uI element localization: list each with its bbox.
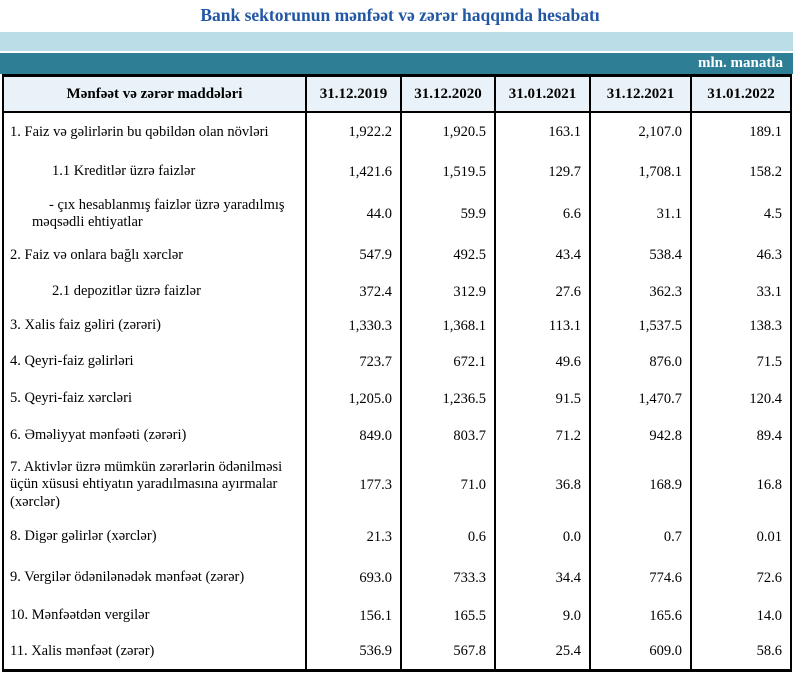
cell-value: 1,470.7 xyxy=(590,381,691,417)
cell-value: 1,330.3 xyxy=(306,309,401,343)
cell-value: 177.3 xyxy=(306,455,401,515)
table-row xyxy=(3,236,791,275)
table-row xyxy=(3,515,791,559)
row-label: 1. Faiz və gəlirlərin bu qəbildən olan növləri xyxy=(3,112,306,152)
cell-value: 0.01 xyxy=(691,515,791,559)
cell-value: 71.5 xyxy=(691,343,791,381)
table-row xyxy=(3,309,791,343)
cell-value: 672.1 xyxy=(401,343,495,381)
cell-value: 138.3 xyxy=(691,309,791,343)
cell-value: 168.9 xyxy=(590,455,691,515)
cell-value: 14.0 xyxy=(691,597,791,635)
row-label: 4. Qeyri-faiz gəlirləri xyxy=(3,343,306,381)
decorative-band-light xyxy=(0,32,793,51)
cell-value: 120.4 xyxy=(691,381,791,417)
cell-value: 33.1 xyxy=(691,275,791,309)
unit-label: mln. manatla xyxy=(697,55,783,71)
column-header-items: Mənfəət və zərər maddələri xyxy=(3,76,306,113)
cell-value: 1,708.1 xyxy=(590,152,691,192)
cell-value: 71.0 xyxy=(401,455,495,515)
cell-value: 72.6 xyxy=(691,559,791,597)
cell-value: 156.1 xyxy=(306,597,401,635)
table-row xyxy=(3,192,791,236)
cell-value: 25.4 xyxy=(495,635,590,670)
cell-value: 6.6 xyxy=(495,192,590,236)
column-header-date-4: 31.12.2021 xyxy=(590,76,691,113)
cell-value: 536.9 xyxy=(306,635,401,670)
cell-value: 538.4 xyxy=(590,236,691,275)
table-row xyxy=(3,112,791,152)
row-label: 2. Faiz və onlara bağlı xərclər xyxy=(3,236,306,275)
row-label: 1.1 Kreditlər üzrə faizlər xyxy=(3,152,306,192)
cell-value: 36.8 xyxy=(495,455,590,515)
cell-value: 362.3 xyxy=(590,275,691,309)
cell-value: 59.9 xyxy=(401,192,495,236)
cell-value: 113.1 xyxy=(495,309,590,343)
row-label: 10. Mənfəətdən vergilər xyxy=(3,597,306,635)
table-row xyxy=(3,417,791,455)
profit-loss-table xyxy=(2,74,792,672)
cell-value: 1,922.2 xyxy=(306,112,401,152)
row-label: - çıx hesablanmış faizlər üzrə yaradılmış məqsədli ehtiyatlar xyxy=(3,192,306,236)
cell-value: 71.2 xyxy=(495,417,590,455)
cell-value: 89.4 xyxy=(691,417,791,455)
column-header-date-1: 31.12.2019 xyxy=(306,76,401,113)
cell-value: 43.4 xyxy=(495,236,590,275)
table-row xyxy=(3,275,791,309)
cell-value: 942.8 xyxy=(590,417,691,455)
column-header-date-5: 31.01.2022 xyxy=(691,76,791,113)
column-header-date-2: 31.12.2020 xyxy=(401,76,495,113)
cell-value: 1,537.5 xyxy=(590,309,691,343)
table-header-row xyxy=(3,76,791,113)
cell-value: 609.0 xyxy=(590,635,691,670)
cell-value: 876.0 xyxy=(590,343,691,381)
cell-value: 1,205.0 xyxy=(306,381,401,417)
table-row xyxy=(3,455,791,515)
cell-value: 723.7 xyxy=(306,343,401,381)
cell-value: 693.0 xyxy=(306,559,401,597)
cell-value: 46.3 xyxy=(691,236,791,275)
cell-value: 9.0 xyxy=(495,597,590,635)
table-row xyxy=(3,597,791,635)
table-row xyxy=(3,343,791,381)
cell-value: 49.6 xyxy=(495,343,590,381)
cell-value: 312.9 xyxy=(401,275,495,309)
cell-value: 849.0 xyxy=(306,417,401,455)
column-header-date-3: 31.01.2021 xyxy=(495,76,590,113)
cell-value: 492.5 xyxy=(401,236,495,275)
cell-value: 165.5 xyxy=(401,597,495,635)
row-label: 5. Qeyri-faiz xərcləri xyxy=(3,381,306,417)
row-label: 6. Əməliyyat mənfəəti (zərəri) xyxy=(3,417,306,455)
cell-value: 21.3 xyxy=(306,515,401,559)
cell-value: 733.3 xyxy=(401,559,495,597)
cell-value: 803.7 xyxy=(401,417,495,455)
table-row xyxy=(3,559,791,597)
cell-value: 1,236.5 xyxy=(401,381,495,417)
cell-value: 1,421.6 xyxy=(306,152,401,192)
cell-value: 774.6 xyxy=(590,559,691,597)
cell-value: 1,519.5 xyxy=(401,152,495,192)
cell-value: 58.6 xyxy=(691,635,791,670)
cell-value: 1,920.5 xyxy=(401,112,495,152)
page-title: Bank sektorunun mənfəət və zərər haqqında hesabatı xyxy=(200,5,600,25)
cell-value: 2,107.0 xyxy=(590,112,691,152)
cell-value: 158.2 xyxy=(691,152,791,192)
table-row xyxy=(3,635,791,670)
row-label: 3. Xalis faiz gəliri (zərəri) xyxy=(3,309,306,343)
cell-value: 189.1 xyxy=(691,112,791,152)
cell-value: 4.5 xyxy=(691,192,791,236)
cell-value: 163.1 xyxy=(495,112,590,152)
cell-value: 91.5 xyxy=(495,381,590,417)
row-label: 11. Xalis mənfəət (zərər) xyxy=(3,635,306,670)
row-label: 9. Vergilər ödənilənədək mənfəət (zərər) xyxy=(3,559,306,597)
table-row xyxy=(3,381,791,417)
cell-value: 34.4 xyxy=(495,559,590,597)
cell-value: 547.9 xyxy=(306,236,401,275)
cell-value: 31.1 xyxy=(590,192,691,236)
cell-value: 0.7 xyxy=(590,515,691,559)
row-label: 7. Aktivlər üzrə mümkün zərərlərin ödənilməsi üçün xüsusi ehtiyatın yaradılmasına ayırmalar (xərclər) xyxy=(3,455,306,515)
cell-value: 27.6 xyxy=(495,275,590,309)
cell-value: 0.0 xyxy=(495,515,590,559)
table-body xyxy=(3,112,791,670)
cell-value: 567.8 xyxy=(401,635,495,670)
row-label: 8. Digər gəlirlər (xərclər) xyxy=(3,515,306,559)
unit-label-band xyxy=(0,53,793,74)
row-label: 2.1 depozitlər üzrə faizlər xyxy=(3,275,306,309)
cell-value: 1,368.1 xyxy=(401,309,495,343)
cell-value: 44.0 xyxy=(306,192,401,236)
table-row xyxy=(3,152,791,192)
cell-value: 129.7 xyxy=(495,152,590,192)
cell-value: 372.4 xyxy=(306,275,401,309)
cell-value: 16.8 xyxy=(691,455,791,515)
cell-value: 165.6 xyxy=(590,597,691,635)
cell-value: 0.6 xyxy=(401,515,495,559)
